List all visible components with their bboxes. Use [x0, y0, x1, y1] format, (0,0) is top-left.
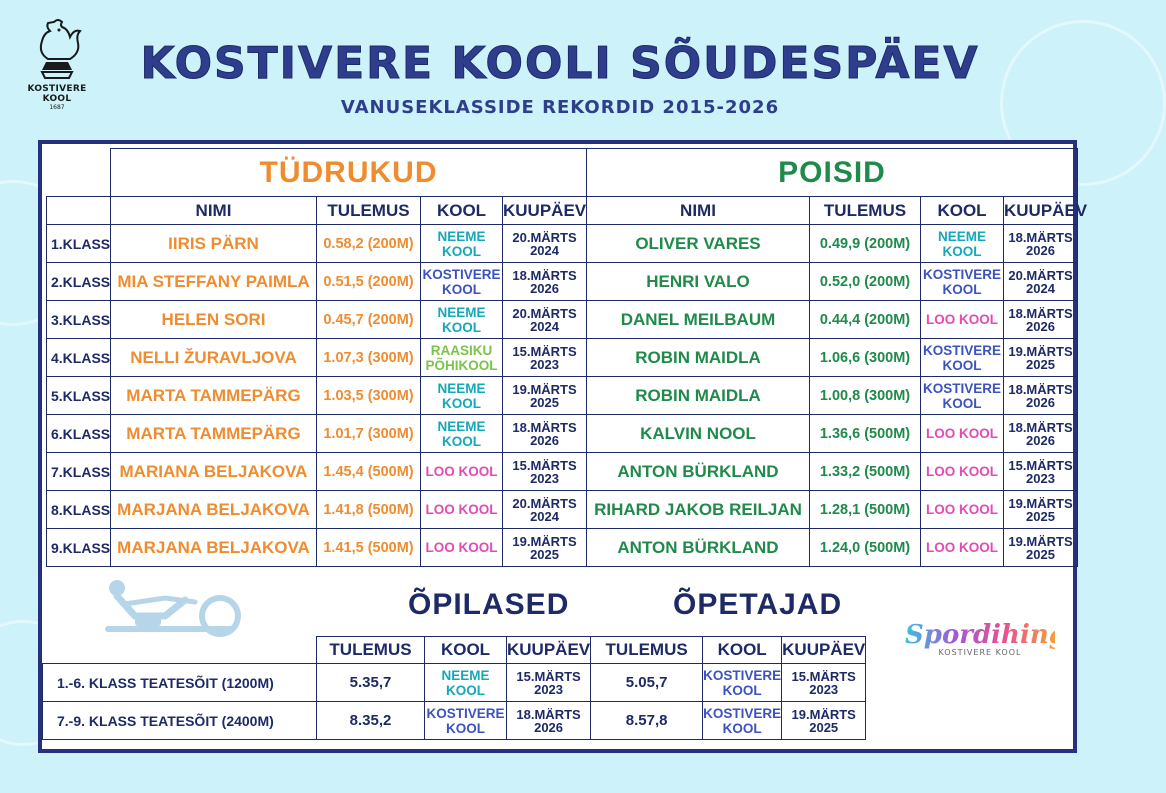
girls-records-table [46, 148, 587, 567]
table-row [47, 263, 587, 301]
class-label: 3.KLASS [47, 301, 111, 339]
result: 1.41,8 (500M) [317, 491, 421, 529]
date: 15.MÄRTS 2023 [503, 453, 587, 491]
teachers-school: KOSTIVERE KOOL [703, 702, 782, 740]
result: 1.07,3 (300M) [317, 339, 421, 377]
date: 20.MÄRTS 2024 [1004, 263, 1078, 301]
athlete-name: IIRIS PÄRN [111, 225, 317, 263]
relay-records-table [42, 636, 866, 740]
class-label: 4.KLASS [47, 339, 111, 377]
result: 1.03,5 (300M) [317, 377, 421, 415]
table-row [587, 529, 1078, 567]
athlete-name: KALVIN NOOL [587, 415, 810, 453]
result: 1.00,8 (300M) [810, 377, 921, 415]
table-row [587, 225, 1078, 263]
school: KOSTIVERE KOOL [921, 263, 1004, 301]
athlete-name: MARJANA BELJAKOVA [111, 529, 317, 567]
logo-year: 1687 [49, 104, 65, 111]
rooster-icon [32, 18, 82, 80]
students-heading: ÕPILASED [408, 588, 570, 621]
date: 20.MÄRTS 2024 [503, 491, 587, 529]
athlete-name: MARJANA BELJAKOVA [111, 491, 317, 529]
table-row [587, 377, 1078, 415]
column-header: KUUPÄEV [1004, 197, 1078, 225]
result: 0.45,7 (200M) [317, 301, 421, 339]
result: 1.06,6 (300M) [810, 339, 921, 377]
result: 1.41,5 (500M) [317, 529, 421, 567]
school: LOO KOOL [921, 415, 1004, 453]
result: 1.01,7 (300M) [317, 415, 421, 453]
relay-label: 1.-6. KLASS TEATESÕIT (1200M) [43, 664, 317, 702]
school: LOO KOOL [421, 453, 503, 491]
result: 1.28,1 (500M) [810, 491, 921, 529]
table-row [587, 301, 1078, 339]
table-row [47, 377, 587, 415]
table-row [587, 453, 1078, 491]
school: LOO KOOL [421, 529, 503, 567]
students-school: KOSTIVERE KOOL [425, 702, 507, 740]
column-header: KUUPÄEV [503, 197, 587, 225]
class-label: 1.KLASS [47, 225, 111, 263]
teachers-result: 8.57,8 [591, 702, 703, 740]
table-row [43, 702, 866, 740]
column-header: TULEMUS [591, 637, 703, 664]
result: 0.49,9 (200M) [810, 225, 921, 263]
athlete-name: ROBIN MAIDLA [587, 377, 810, 415]
school: NEEME KOOL [421, 377, 503, 415]
result: 0.58,2 (200M) [317, 225, 421, 263]
school-logo [22, 18, 92, 111]
students-date: 18.MÄRTS 2026 [507, 702, 591, 740]
column-header: KOOL [425, 637, 507, 664]
column-header: KOOL [703, 637, 782, 664]
column-header: TULEMUS [317, 197, 421, 225]
column-header: KUUPÄEV [782, 637, 866, 664]
date: 19.MÄRTS 2025 [503, 529, 587, 567]
table-row [587, 339, 1078, 377]
teachers-result: 5.05,7 [591, 664, 703, 702]
column-header: NIMI [111, 197, 317, 225]
boys-heading: POISID [587, 149, 1078, 197]
relay-label: 7.-9. KLASS TEATESÕIT (2400M) [43, 702, 317, 740]
result: 1.45,4 (500M) [317, 453, 421, 491]
students-school: NEEME KOOL [425, 664, 507, 702]
date: 15.MÄRTS 2023 [1004, 453, 1078, 491]
page-title: KOSTIVERE KOOLI SÕUDESPÄEV [140, 38, 980, 89]
table-row [587, 415, 1078, 453]
page-subtitle: VANUSEKLASSIDE REKORDID 2015-2026 [340, 97, 780, 118]
date: 18.MÄRTS 2026 [503, 415, 587, 453]
table-row [47, 339, 587, 377]
athlete-name: RIHARD JAKOB REILJAN [587, 491, 810, 529]
date: 19.MÄRTS 2025 [1004, 529, 1078, 567]
table-row [587, 263, 1078, 301]
school: LOO KOOL [421, 491, 503, 529]
school: KOSTIVERE KOOL [921, 377, 1004, 415]
athlete-name: HENRI VALO [587, 263, 810, 301]
school: NEEME KOOL [421, 225, 503, 263]
date: 19.MÄRTS 2025 [1004, 339, 1078, 377]
class-label: 7.KLASS [47, 453, 111, 491]
column-header: NIMI [587, 197, 810, 225]
teachers-heading: ÕPETAJAD [673, 588, 843, 621]
class-label: 5.KLASS [47, 377, 111, 415]
date: 18.MÄRTS 2026 [1004, 377, 1078, 415]
date: 20.MÄRTS 2024 [503, 225, 587, 263]
class-label: 9.KLASS [47, 529, 111, 567]
column-header: KUUPÄEV [507, 637, 591, 664]
date: 19.MÄRTS 2025 [503, 377, 587, 415]
date: 18.MÄRTS 2026 [1004, 415, 1078, 453]
teachers-date: 19.MÄRTS 2025 [782, 702, 866, 740]
logo-text: KOSTIVERE KOOL [27, 84, 87, 104]
table-row [43, 664, 866, 702]
athlete-name: OLIVER VARES [587, 225, 810, 263]
athlete-name: DANEL MEILBAUM [587, 301, 810, 339]
date: 18.MÄRTS 2026 [503, 263, 587, 301]
result: 1.24,0 (500M) [810, 529, 921, 567]
girls-heading: TÜDRUKUD [111, 149, 587, 197]
column-header: KOOL [421, 197, 503, 225]
date: 18.MÄRTS 2026 [1004, 225, 1078, 263]
school: NEEME KOOL [421, 301, 503, 339]
teachers-date: 15.MÄRTS 2023 [782, 664, 866, 702]
class-label: 2.KLASS [47, 263, 111, 301]
athlete-name: ROBIN MAIDLA [587, 339, 810, 377]
school: RAASIKU PÕHIKOOL [421, 339, 503, 377]
table-row [47, 491, 587, 529]
date: 20.MÄRTS 2024 [503, 301, 587, 339]
school: KOSTIVERE KOOL [921, 339, 1004, 377]
result: 0.44,4 (200M) [810, 301, 921, 339]
column-header: TULEMUS [810, 197, 921, 225]
students-result: 5.35,7 [317, 664, 425, 702]
athlete-name: HELEN SORI [111, 301, 317, 339]
class-label: 6.KLASS [47, 415, 111, 453]
column-header: KOOL [921, 197, 1004, 225]
athlete-name: MARIANA BELJAKOVA [111, 453, 317, 491]
boys-records-table [586, 148, 1088, 567]
spordihing-word: Spordihing [905, 620, 1067, 650]
date: 18.MÄRTS 2026 [1004, 301, 1078, 339]
table-row [47, 453, 587, 491]
athlete-name: NELLI ŽURAVLJOVA [111, 339, 317, 377]
school: NEEME KOOL [421, 415, 503, 453]
table-row [47, 225, 587, 263]
result: 0.52,0 (200M) [810, 263, 921, 301]
school: LOO KOOL [921, 453, 1004, 491]
table-row [587, 491, 1078, 529]
school: NEEME KOOL [921, 225, 1004, 263]
athlete-name: MARTA TAMMEPÄRG [111, 415, 317, 453]
athlete-name: ANTON BÜRKLAND [587, 453, 810, 491]
spordihing-sub: KOSTIVERE KOOL [938, 648, 1022, 657]
school: LOO KOOL [921, 529, 1004, 567]
spordihing-logo [905, 620, 1067, 690]
school: LOO KOOL [921, 301, 1004, 339]
table-row [47, 301, 587, 339]
table-row [47, 415, 587, 453]
date: 15.MÄRTS 2023 [503, 339, 587, 377]
table-row [47, 529, 587, 567]
school: KOSTIVERE KOOL [421, 263, 503, 301]
school: LOO KOOL [921, 491, 1004, 529]
class-label: 8.KLASS [47, 491, 111, 529]
students-result: 8.35,2 [317, 702, 425, 740]
result: 0.51,5 (200M) [317, 263, 421, 301]
column-header: TULEMUS [317, 637, 425, 664]
students-date: 15.MÄRTS 2023 [507, 664, 591, 702]
result: 1.33,2 (500M) [810, 453, 921, 491]
athlete-name: MIA STEFFANY PAIMLA [111, 263, 317, 301]
athlete-name: MARTA TAMMEPÄRG [111, 377, 317, 415]
result: 1.36,6 (500M) [810, 415, 921, 453]
athlete-name: ANTON BÜRKLAND [587, 529, 810, 567]
date: 19.MÄRTS 2025 [1004, 491, 1078, 529]
teachers-school: KOSTIVERE KOOL [703, 664, 782, 702]
